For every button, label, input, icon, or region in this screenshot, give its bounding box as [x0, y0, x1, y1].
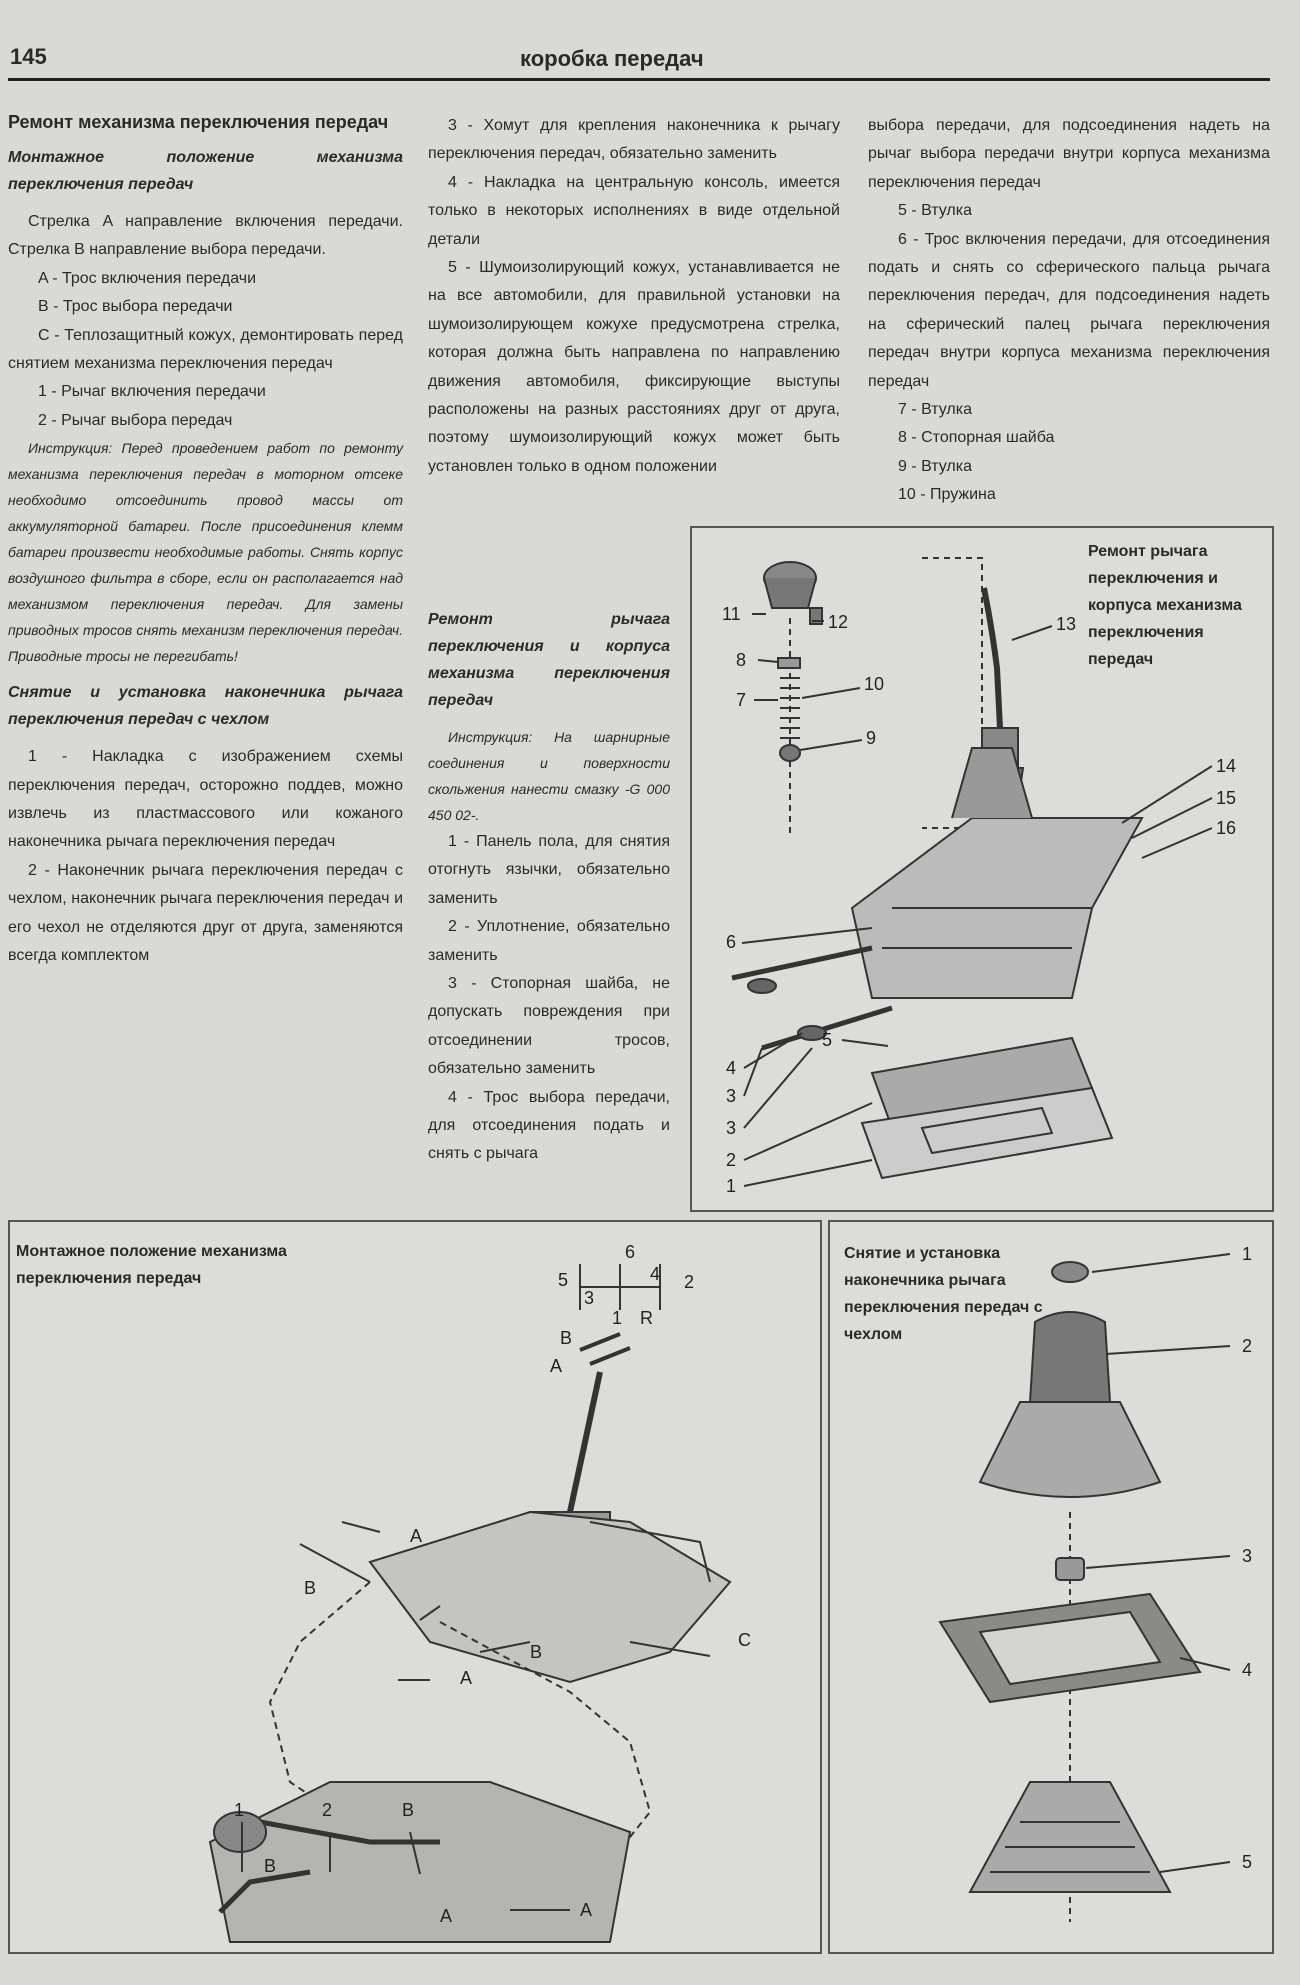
callout-label: A: [580, 1900, 593, 1920]
callout-label: 16: [1216, 818, 1237, 838]
callout-label: 5: [1242, 1852, 1253, 1872]
intro-text: Стрелка A направление включения передачи. Стрелка B направление выбора передачи.: [8, 213, 403, 259]
figure-caption: Ремонт рычага переключения и корпуса механизма переключения передач: [1088, 543, 1242, 668]
list-item: 8 - Стопорная шайба: [898, 429, 1055, 447]
callout-label: A: [550, 1356, 563, 1376]
section-subheading: Ремонт рычага переключения и корпуса механизма переключения передач: [428, 611, 670, 709]
legend-list: [8, 265, 403, 435]
legend-item: C - Теплозащитный кожух, демонтировать перед снятием механизма переключения передач: [8, 326, 403, 373]
figure-caption: Снятие и установка наконечника рычага переключения передач с чехлом: [844, 1245, 1043, 1343]
list-item: 7 - Втулка: [898, 401, 972, 419]
shift-pattern-label: 6: [625, 1242, 636, 1262]
header-rule: [8, 78, 1270, 81]
shift-pattern-label: 3: [584, 1288, 595, 1308]
instruction-text: Инструкция: На шарнирные соединения и поверхности скольжения нанести смазку -G 000 450 02-.: [428, 729, 670, 823]
callout-label: 9: [866, 728, 877, 748]
callout-label: 11: [722, 604, 741, 624]
list-item: 6 - Трос включения передачи, для отсоединения подать и снять со сферического пальца рычага переключения передач, для подсоединения надеть на сферический палец рычага переключения передач внутри корпуса механизма переключения передач: [868, 230, 1270, 390]
callout-label: 5: [822, 1030, 833, 1050]
shift-pattern-label: 2: [684, 1272, 695, 1292]
callout-label: 10: [864, 674, 885, 694]
paragraph: 3 - Хомут для крепления наконечника к рычагу переключения передач, обязательно заменить: [428, 117, 840, 163]
page-title: коробка передач: [520, 46, 704, 71]
callout-label: B: [530, 1642, 543, 1662]
figure-shift-lever-housing: [690, 526, 1274, 1212]
callout-label: B: [560, 1328, 573, 1348]
callout-label: A: [440, 1906, 453, 1926]
paragraph: 1 - Накладка с изображением схемы переключения передач, осторожно поддев, можно извлечь из пластмассового или кожаного наконечника рычага переключения передач: [8, 748, 403, 851]
list-item: 5 - Втулка: [898, 202, 972, 220]
paragraph: 5 - Шумоизолирующий кожух, устанавливается не на все автомобили, для правильной установки на шумоизолирующем кожухе предусмотрена стрелка, которая должна быть направлена по направлению движения автомобиля, фиксирующие выступы расположены на разных расстояниях друг от друга, поэтому шумоизолирующий кожух может быть установлен только в одном положении: [428, 259, 840, 475]
callout-label: 3: [726, 1118, 737, 1138]
callout-label: 2: [726, 1150, 737, 1170]
callout-label: 8: [736, 650, 747, 670]
shift-pattern-label: 1: [612, 1308, 623, 1328]
callout-label: 4: [1242, 1660, 1253, 1680]
figure-mounting-position: [8, 1220, 822, 1954]
callout-label: 7: [736, 690, 747, 710]
legend-list: [868, 197, 1270, 509]
callout-label: B: [264, 1856, 277, 1876]
figure-lever-knob-removal: [828, 1220, 1274, 1954]
paragraph: выбора передачи, для подсоединения надеть на рычаг выбора передачи внутри корпуса механизма переключения передач: [868, 117, 1270, 191]
shift-pattern-label: 5: [558, 1270, 569, 1290]
callout-label: 4: [726, 1058, 737, 1078]
paragraph: 2 - Наконечник рычага переключения передач с чехлом, наконечник рычага переключения передач и его чехол не отделяются друг от друга, заменяются всегда комплектом: [8, 861, 403, 965]
section-subheading-2: Снятие и установка наконечника рычага переключения передач с чехлом: [8, 684, 403, 729]
section-heading: Ремонт механизма переключения передач: [8, 112, 389, 132]
callout-label: 1: [234, 1800, 245, 1820]
legend-item: 1 - Рычаг включения передачи: [38, 383, 266, 401]
column-2: [428, 112, 840, 481]
callout-label: 15: [1216, 788, 1237, 808]
shift-pattern-label: 4: [650, 1264, 661, 1284]
list-item: 9 - Втулка: [898, 457, 972, 475]
legend-item: B - Трос выбора передачи: [38, 298, 233, 316]
callout-label: B: [304, 1578, 317, 1598]
callout-label: A: [460, 1668, 473, 1688]
section-subheading: Монтажное положение механизма переключения передач: [8, 149, 403, 193]
callout-label: B: [402, 1800, 415, 1820]
instruction-text: Инструкция: Перед проведением работ по ремонту механизма переключения передач в моторном отсеке необходимо отсоединить провод массы от аккумуляторной батареи. После присоединения клемм батареи произвести необходимые работы. Снять корпус воздушного фильтра в сборе, если он располагается над механизмом переключения передач. Для замены приводных тросов снять механизм переключения передач. Приводные тросы не перегибать!: [8, 440, 403, 665]
callout-label: 6: [726, 932, 737, 952]
paragraph: 4 - Накладка на центральную консоль, имеется только в некоторых исполнениях в виде отдельной детали: [428, 173, 840, 248]
callout-label: 13: [1056, 614, 1077, 634]
legend-item: A - Трос включения передачи: [38, 269, 257, 287]
callout-label: 3: [1242, 1546, 1253, 1566]
figure-caption: Монтажное положение механизма переключения передач: [16, 1243, 287, 1287]
callout-label: 1: [1242, 1244, 1253, 1264]
list-item: 3 - Стопорная шайба, не допускать повреждения при отсоединении тросов, обязательно заменить: [428, 975, 670, 1078]
callout-label: A: [410, 1526, 423, 1546]
list-item: 10 - Пружина: [898, 486, 996, 504]
callout-label: 12: [828, 612, 849, 632]
list-item: 4 - Трос выбора передачи, для отсоединения подать и снять с рычага: [428, 1088, 670, 1163]
callout-label: 2: [322, 1800, 333, 1820]
legend-item: 2 - Рычаг выбора передач: [38, 411, 233, 429]
mounting-diagram: [10, 1222, 820, 1952]
callout-label: 1: [726, 1176, 737, 1196]
page-number: 145: [10, 44, 47, 69]
callout-label: C: [738, 1630, 751, 1650]
list-item: 1 - Панель пола, для снятия отогнуть язычки, обязательно заменить: [428, 833, 670, 907]
shift-pattern-label: R: [640, 1308, 653, 1328]
column-3: [868, 112, 1270, 510]
column-1: [8, 108, 403, 971]
callout-label: 3: [726, 1086, 737, 1106]
callout-label: 2: [1242, 1336, 1253, 1356]
list-item: 2 - Уплотнение, обязательно заменить: [428, 918, 670, 964]
column-2-lower: [428, 606, 670, 1169]
callout-label: 14: [1216, 756, 1237, 776]
